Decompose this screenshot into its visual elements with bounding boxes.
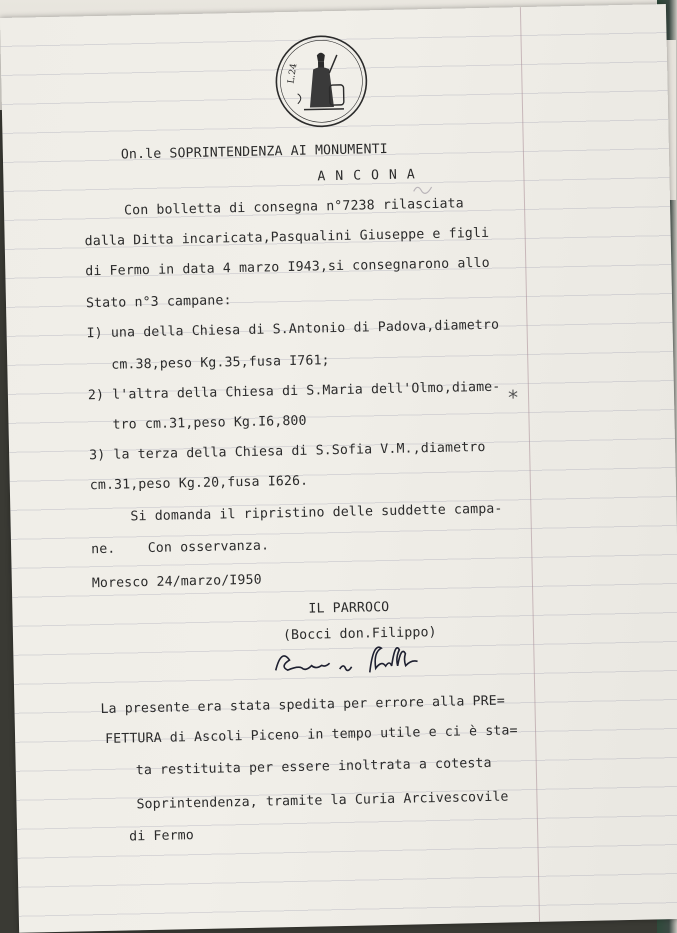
body-line-7: 2) l'altra della Chiesa di S.Maria dell'Olmo,diame- [87, 379, 501, 404]
body-line-9: 3) la terza della Chiesa di S.Sofia V.M.,diametro [89, 439, 486, 464]
body-line-2: dalla Ditta incaricata,Pasqualini Giuseppe e figli [84, 225, 490, 250]
postscript-line-1: La presente era stata spedita per errore alla PRE= [100, 693, 506, 718]
addressee-city: A N C O N A [317, 167, 416, 185]
body-line-3: di Fermo in data 4 marzo I943,si consegnarono allo [85, 255, 490, 280]
postscript-line-2: FETTURA di Ascoli Piceno in tempo utile e ci è sta= [104, 723, 518, 747]
place-date-line: Moresco 24/marzo/I950 [91, 572, 262, 592]
body-line-10: cm.31,peso Kg.20,fusa I626. [89, 473, 309, 494]
margin-rule [520, 7, 540, 922]
addressee-line: On.le SOPRINTENDENZA AI MONUMENTI [120, 141, 388, 163]
body-line-6: cm.38,peso Kg.35,fusa I761; [111, 353, 330, 373]
body-line-5: I) una della Chiesa di S.Antonio di Padova,diametro [86, 317, 500, 342]
margin-asterisk-mark: * [507, 385, 519, 410]
seal-value-text: L.24 [286, 62, 300, 85]
body-line-4: Stato n°3 campane: [85, 293, 232, 312]
signer-title: IL PARROCO [308, 599, 390, 617]
body-line-1: Con bolletta di consegna n°7238 rilasciata [123, 196, 464, 219]
revenue-stamp-seal [272, 32, 370, 130]
typed-letter-page [0, 4, 677, 933]
faded-ink-mark [412, 181, 436, 197]
signer-name: (Bocci don.Filippo) [282, 624, 437, 644]
body-line-11: Si domanda il ripristino delle suddette campa- [130, 501, 503, 525]
postscript-line-5: di Fermo [129, 828, 195, 845]
postscript-line-3: ta restituita per essere inoltrata a cotesta [135, 755, 492, 779]
body-line-8: tro cm.31,peso Kg.I6,800 [112, 413, 307, 433]
body-line-12: ne. Con osservanza. [90, 538, 270, 558]
handwritten-signature [269, 637, 450, 685]
postscript-line-4: Soprintendenza, tramite la Curia Arcivescovile [136, 789, 509, 813]
